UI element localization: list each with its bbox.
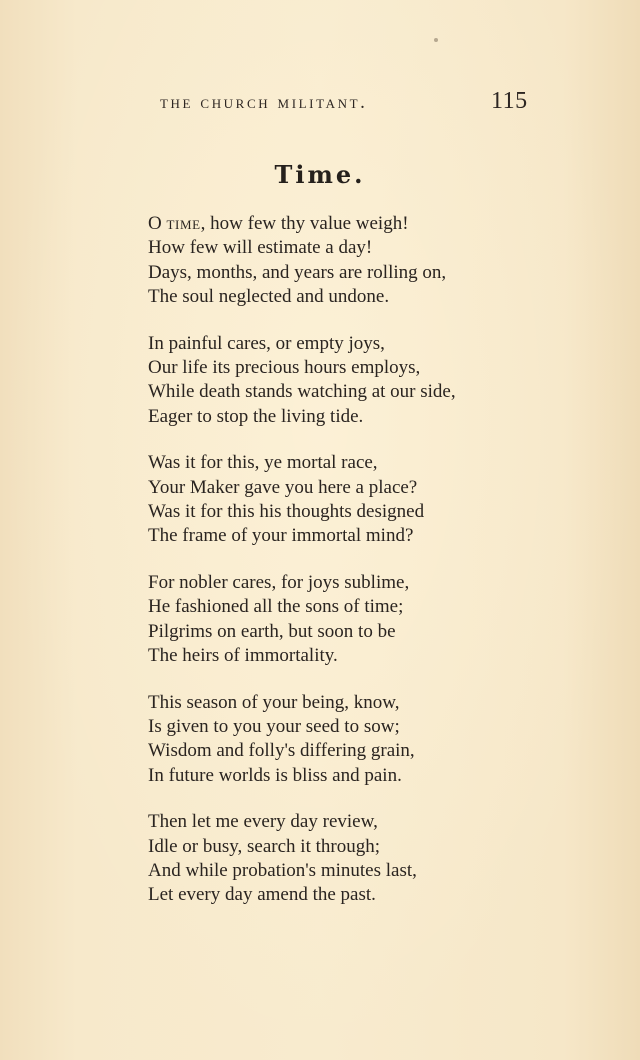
poem-line: In future worlds is bliss and pain.	[148, 764, 402, 786]
poem-line: Your Maker gave you here a place?	[148, 476, 418, 498]
stanza	[148, 451, 528, 548]
poem-title: Time.	[274, 160, 366, 189]
running-head: the church militant.	[160, 92, 368, 113]
stanza	[148, 212, 528, 309]
poem-line: Pilgrims on earth, but soon to be	[148, 620, 396, 642]
page-number: 115	[491, 88, 528, 114]
poem-line: The soul neglected and undone.	[148, 285, 390, 307]
poem-line: While death stands watching at our side,	[148, 381, 456, 403]
poem-line: This season of your being, know,	[148, 691, 400, 713]
paper-speck	[434, 38, 438, 42]
poem-line	[148, 212, 528, 236]
poem-line: Was it for this his thoughts designed	[148, 500, 425, 522]
poem-line: He fashioned all the sons of time;	[148, 596, 404, 618]
poem-line: And while probation's minutes last,	[148, 860, 417, 882]
poem-line: The frame of your immortal mind?	[148, 525, 414, 547]
poem-line: Then let me every day review,	[148, 811, 378, 833]
stanza	[148, 810, 528, 907]
poem-line: Wisdom and folly's differing grain,	[148, 740, 415, 762]
poem-line: Eager to stop the living tide.	[148, 405, 364, 427]
stanza	[148, 332, 528, 429]
poem-line: The heirs of immortality.	[148, 644, 338, 666]
stanza	[148, 571, 528, 668]
poem-line: Days, months, and years are rolling on,	[148, 261, 447, 283]
poem-line: How few will estimate a day!	[148, 237, 373, 259]
poem-line: Our life its precious hours employs,	[148, 356, 421, 378]
line-lead: O	[148, 213, 167, 234]
poem-line: Let every day amend the past.	[148, 884, 376, 906]
poem-body	[148, 212, 528, 930]
poem-line: Idle or busy, search it through;	[148, 835, 380, 857]
poem-line: For nobler cares, for joys sublime,	[148, 572, 410, 594]
line-smallcaps-word: time	[166, 213, 201, 234]
line-rest: , how few thy value weigh!	[200, 213, 409, 234]
poem-line: Was it for this, ye mortal race,	[148, 452, 378, 474]
poem-line: In painful cares, or empty joys,	[148, 332, 385, 354]
poem-line: Is given to you your seed to sow;	[148, 716, 400, 738]
stanza	[148, 691, 528, 788]
